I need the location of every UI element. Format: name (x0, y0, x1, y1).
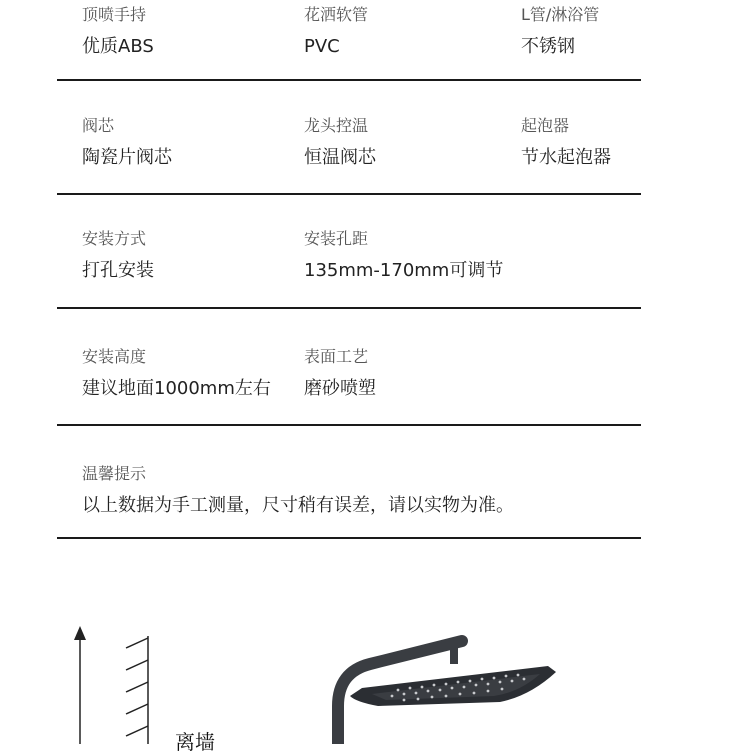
spec-value: 135mm-170mm可调节 (304, 260, 504, 281)
spec-value: 建议地面1000mm左右 (82, 378, 271, 399)
spec-cell (521, 5, 599, 59)
spec-row-installation (57, 195, 641, 309)
spec-label: L管/淋浴管 (521, 5, 600, 24)
spec-value: 不锈钢 (521, 36, 575, 57)
spec-value: 优质ABS (82, 36, 154, 57)
height-arrow-icon (74, 626, 86, 744)
spec-cell (521, 116, 611, 170)
spec-cell (82, 116, 172, 170)
spec-cell (304, 347, 376, 401)
spec-cell (82, 464, 514, 518)
spec-label: 安装方式 (82, 229, 147, 248)
spec-value: 恒温阀芯 (304, 147, 376, 168)
spec-label: 花洒软管 (304, 5, 369, 24)
spec-value: 打孔安装 (82, 260, 154, 281)
spec-cell (304, 116, 376, 170)
spec-cell (304, 5, 368, 59)
spec-label: 表面工艺 (304, 347, 369, 366)
spec-label: 顶喷手持 (82, 5, 147, 24)
spec-label: 阀芯 (82, 116, 115, 135)
spec-row-valves (57, 81, 641, 195)
spec-row-notice (57, 426, 641, 539)
spec-label: 安装高度 (82, 347, 147, 366)
spec-label: 起泡器 (521, 116, 570, 135)
spec-label: 温馨提示 (82, 464, 147, 483)
spec-value: 以上数据为手工测量，尺寸稍有误差，请以实物为准。 (82, 495, 514, 516)
spec-cell (304, 229, 503, 283)
shower-head-icon (338, 641, 556, 744)
spec-value: PVC (304, 36, 340, 57)
spec-label: 龙头控温 (304, 116, 369, 135)
spec-row-height-finish (57, 309, 641, 426)
spec-cell (82, 5, 154, 59)
shower-dimension-diagram (0, 560, 750, 744)
spec-cell (82, 347, 271, 401)
wall-hatch-icon (126, 636, 148, 744)
spec-row-materials (57, 0, 641, 81)
spec-cell (82, 229, 154, 283)
spec-label: 安装孔距 (304, 229, 369, 248)
wall-distance-label: 离墙 (175, 730, 215, 754)
spec-value: 节水起泡器 (521, 147, 611, 168)
spec-table (57, 0, 641, 539)
spec-value: 磨砂喷塑 (304, 378, 376, 399)
spec-value: 陶瓷片阀芯 (82, 147, 172, 168)
